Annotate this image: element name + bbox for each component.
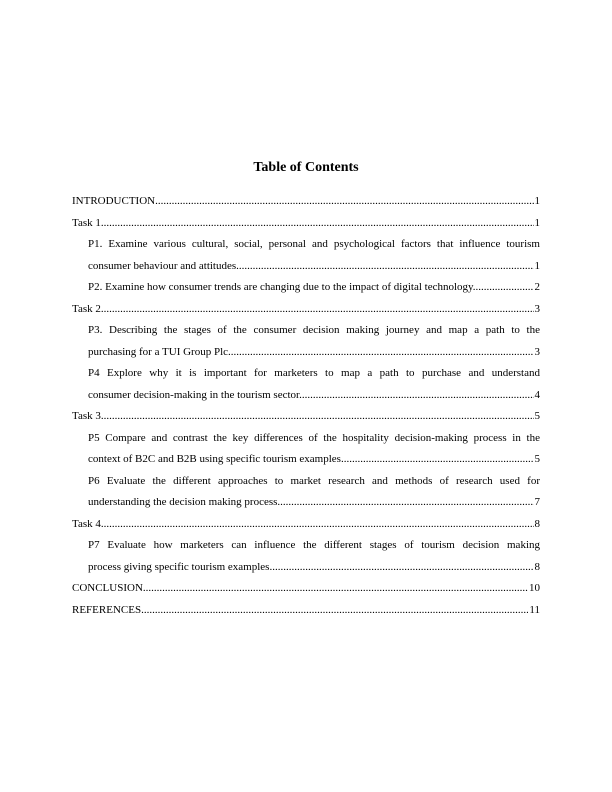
toc-entry-label-line1: P4 Explore why it is important for marketers to map a path to purchase and understand xyxy=(88,367,540,379)
toc-page-number: 3 xyxy=(534,342,541,364)
toc-page-number: 8 xyxy=(534,514,541,536)
toc-page-number: 2 xyxy=(534,277,541,299)
toc-entry-task-4[interactable] xyxy=(72,514,540,536)
toc-entry-label: Task 1 xyxy=(72,216,101,229)
toc-entry-p4[interactable] xyxy=(72,363,540,406)
toc-entry-conclusion[interactable] xyxy=(72,578,540,600)
toc-page-number: 1 xyxy=(534,256,541,278)
toc-page-number: 1 xyxy=(534,191,541,213)
toc-entry-references[interactable] xyxy=(72,600,540,622)
toc-entry-label-line2: process giving specific tourism examples xyxy=(88,560,270,573)
toc-entry-task-3[interactable] xyxy=(72,406,540,428)
toc-entry-label-line1: P5 Compare and contrast the key differences of the hospitality decision-making process in the xyxy=(88,431,540,444)
toc-entry-label: REFERENCES xyxy=(72,603,142,616)
toc-page-number: 3 xyxy=(534,299,541,321)
toc-entry-label: P2. Examine how consumer trends are changing due to the impact of digital technology xyxy=(88,281,473,293)
toc-page-number: 7 xyxy=(534,492,541,514)
toc-entry-introduction[interactable] xyxy=(72,191,540,213)
toc-page-number: 1 xyxy=(534,213,541,235)
toc-entry-p5[interactable] xyxy=(72,428,540,471)
toc-entry-label-line2: purchasing for a TUI Group Plc xyxy=(88,345,229,358)
toc-entry-label-line2: consumer behaviour and attitudes xyxy=(88,259,237,272)
page-title: Table of Contents xyxy=(253,160,359,175)
table-of-contents xyxy=(72,191,540,621)
toc-entry-p1[interactable] xyxy=(72,234,540,277)
toc-entry-p6[interactable] xyxy=(72,471,540,514)
toc-entry-task-2[interactable] xyxy=(72,299,540,321)
toc-entry-label-line1: P3. Describing the stages of the consumer decision making journey and map a path to the xyxy=(88,324,540,336)
toc-page-number: 4 xyxy=(534,385,541,407)
toc-page-number: 5 xyxy=(534,406,541,428)
toc-entry-label-line1: P1. Examine various cultural, social, personal and psychological factors that influence tourism xyxy=(88,238,540,250)
toc-entry-label-line2: understanding the decision making process xyxy=(88,496,278,508)
toc-entry-label: Task 3 xyxy=(72,410,101,422)
toc-page-number: 11 xyxy=(528,600,540,622)
toc-entry-p7[interactable] xyxy=(72,535,540,578)
toc-entry-label: INTRODUCTION xyxy=(72,195,156,207)
toc-entry-label-line1: P6 Evaluate the different approaches to market research and methods of research used for xyxy=(88,474,540,487)
toc-page-number: 8 xyxy=(534,557,541,579)
toc-entry-label: Task 4 xyxy=(72,517,101,530)
toc-entry-label-line2: consumer decision-making in the tourism sector xyxy=(88,388,300,401)
toc-entry-p2[interactable] xyxy=(72,277,540,299)
toc-entry-label: Task 2 xyxy=(72,302,101,315)
toc-entry-task-1[interactable] xyxy=(72,213,540,235)
toc-entry-label-line1: P7 Evaluate how marketers can influence the different stages of tourism decision making xyxy=(88,539,540,551)
toc-entry-label-line2: context of B2C and B2B using specific tourism examples. xyxy=(88,453,344,465)
toc-page-number: 5 xyxy=(534,449,541,471)
toc-entry-label: CONCLUSION xyxy=(72,582,143,594)
toc-entry-p3[interactable] xyxy=(72,320,540,363)
toc-page-number: 10 xyxy=(528,578,540,600)
